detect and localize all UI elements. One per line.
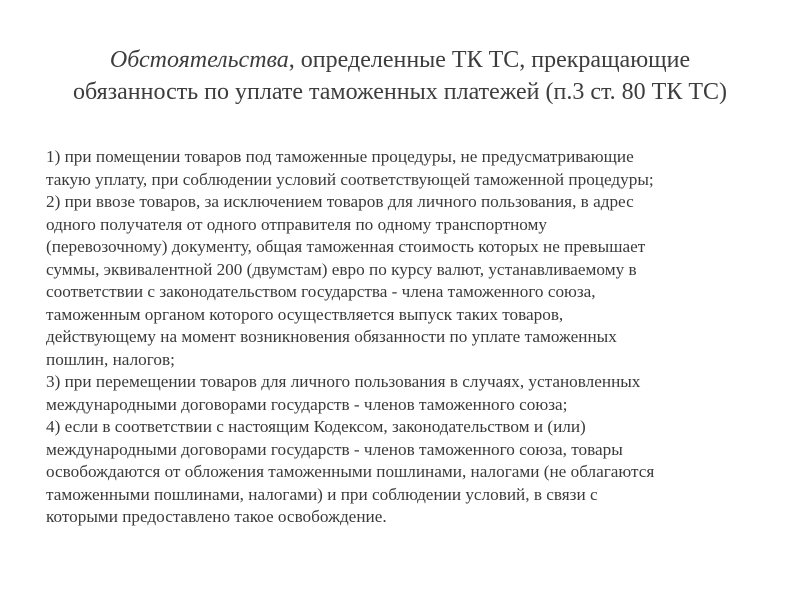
item-line: таможенными пошлинами, налогами) и при соблюдении условий, в связи с — [46, 484, 598, 504]
slide-body — [46, 146, 766, 529]
title-line-2: обязанность по уплате таможенных платежей (п.3 ст. 80 ТК ТС) — [73, 79, 727, 105]
title-line-1 — [30, 44, 770, 76]
item-line: 2) при ввозе товаров, за исключением товаров для личного пользования, в адрес — [46, 192, 634, 211]
title-italic-part: Обстоятельства — [109, 47, 289, 73]
item-line: пошлин, налогов; — [46, 349, 175, 369]
item-line: освобождаются от обложения таможенными пошлинами, налогами (не облагаются — [46, 462, 655, 481]
item-line: 3) при перемещении товаров для личного пользования в случаях, установленных — [46, 372, 641, 391]
item-line: международными договорами государств - членов таможенного союза, товары — [46, 439, 623, 459]
item-line: таможенным органом которого осуществляется выпуск таких товаров, — [46, 304, 564, 324]
item-line: 1) при помещении товаров под таможенные процедуры, не предусматривающие — [46, 147, 634, 166]
item-line: (перевозочному) документу, общая таможенная стоимость которых не превышает — [46, 237, 646, 256]
item-line: международными договорами государств - членов таможенного союза; — [46, 394, 568, 414]
item-line: суммы, эквивалентной 200 (двумстам) евро по курсу валют, устанавливаемому в — [46, 259, 637, 279]
item-line: действующему на момент возникновения обязанности по уплате таможенных — [46, 327, 617, 346]
item-line: одного получателя от одного отправителя по одному транспортному — [46, 214, 548, 234]
item-line: такую уплату, при соблюдении условий соответствующей таможенной процедуры; — [46, 169, 654, 189]
slide-title — [30, 44, 770, 108]
title-line-1-rest: , определенные ТК ТС, прекращающие — [288, 47, 691, 73]
item-line: которыми предоставлено такое освобождение. — [46, 507, 387, 526]
list-item-2 — [46, 191, 766, 371]
item-line: 4) если в соответствии с настоящим Кодексом, законодательством и (или) — [46, 417, 586, 436]
item-line: соответствии с законодательством государства - члена таможенного союза, — [46, 282, 596, 301]
list-item-3 — [46, 371, 766, 416]
list-item-1 — [46, 146, 766, 191]
list-item-4 — [46, 416, 766, 529]
